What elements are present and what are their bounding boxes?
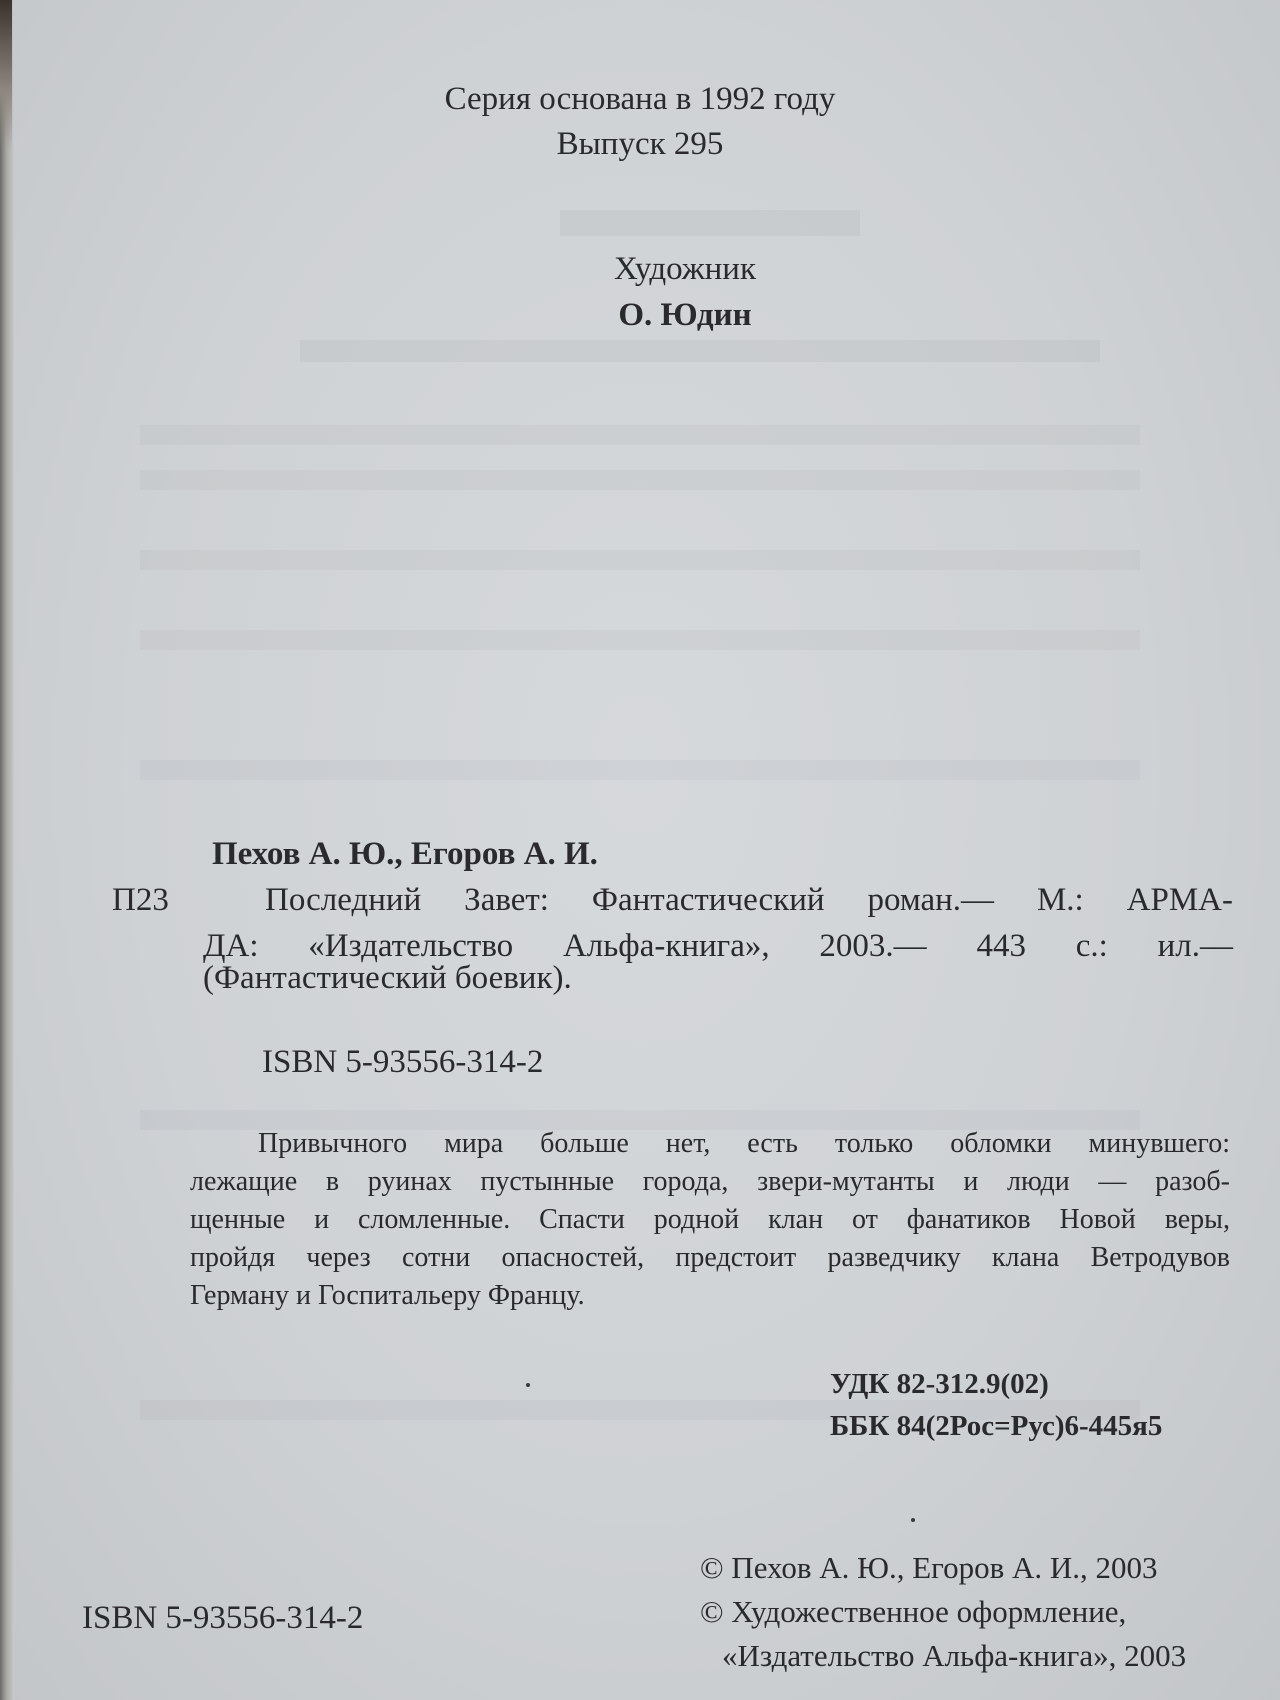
udk-code: УДК 82-312.9(02) [830, 1368, 1049, 1400]
show-through-band [300, 340, 1100, 362]
artist-name: О. Юдин [618, 297, 752, 333]
annotation-line-2: лежащие в руинах пустынные города, звери-мутанты и люди — разоб- [190, 1166, 1230, 1197]
annotation-line-1: Привычного мира больше нет, есть только обломки минувшего: [258, 1128, 1230, 1159]
show-through-band [140, 760, 1140, 780]
bib-authors: Пехов А. Ю., Егоров А. И. [212, 836, 598, 872]
show-through-band [140, 550, 1140, 570]
artist-label: Художник [614, 251, 756, 287]
series-founded: Серия основана в 1992 году [444, 81, 836, 117]
bbk-code: ББК 84(2Рос=Рус)6-445я5 [830, 1410, 1163, 1442]
bib-description-line-3: (Фантастический боевик). [203, 960, 572, 996]
copyright-line-2: © Художественное оформление, [700, 1594, 1127, 1629]
annotation-line-4: пройдя через сотни опасностей, предстоит разведчику клана Ветродувов [190, 1242, 1230, 1273]
bib-description-line-1: Последний Завет: Фантастический роман.— М.: АРМА- [265, 882, 1233, 918]
copyright-line-1: © Пехов А. Ю., Егоров А. И., 2003 [700, 1550, 1158, 1585]
show-through-band [140, 630, 1140, 650]
show-through-band [140, 1110, 1140, 1130]
print-speck [911, 1518, 915, 1522]
annotation-line-3: щенные и сломленные. Спасти родной клан от фанатиков Новой веры, [190, 1204, 1230, 1235]
show-through-band [140, 470, 1140, 490]
bib-code: П23 [112, 882, 169, 918]
print-speck [526, 1383, 530, 1387]
book-spine-edge [0, 0, 14, 1700]
annotation-line-5: Герману и Госпитальеру Францу. [190, 1280, 585, 1311]
show-through-band [560, 210, 860, 236]
series-issue: Выпуск 295 [556, 126, 724, 162]
show-through-band [140, 425, 1140, 445]
copyright-line-3: «Издательство Альфа-книга», 2003 [722, 1638, 1187, 1673]
bib-description-line-2: ДА: «Издательство Альфа-книга», 2003.— 443 с.: ил.— [203, 928, 1233, 964]
bib-isbn: ISBN 5-93556-314-2 [262, 1044, 544, 1080]
footer-isbn: ISBN 5-93556-314-2 [82, 1600, 364, 1636]
